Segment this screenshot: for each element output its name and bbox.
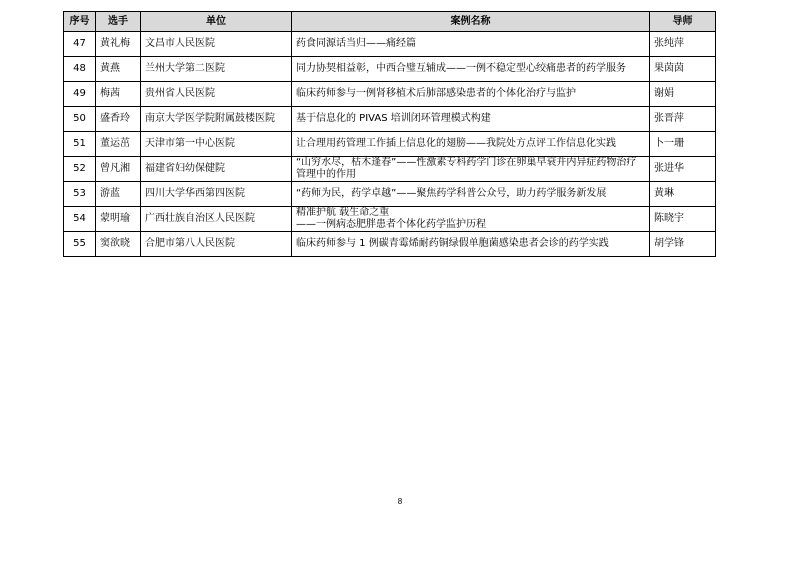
cell-case-name: “药师为民，药学卓越”——聚焦药学科普公众号，助力药学服务新发展 xyxy=(292,182,650,207)
cell-mentor: 卜一珊 xyxy=(650,132,716,157)
header-mentor: 导师 xyxy=(650,12,716,32)
cell-mentor: 张纯萍 xyxy=(650,32,716,57)
cell-case-name: 药食同源话当归——痛经篇 xyxy=(292,32,650,57)
cell-mentor: 黄琳 xyxy=(650,182,716,207)
cell-serial-number: 49 xyxy=(64,82,96,107)
cell-unit: 南京大学医学院附属鼓楼医院 xyxy=(141,107,292,132)
cell-case-name: 临床药师参与 1 例碳青霉烯耐药铜绿假单胞菌感染患者会诊的药学实践 xyxy=(292,232,650,257)
cell-serial-number: 53 xyxy=(64,182,96,207)
cell-mentor: 张进华 xyxy=(650,157,716,182)
cell-unit: 广西壮族自治区人民医院 xyxy=(141,207,292,232)
cell-serial-number: 54 xyxy=(64,207,96,232)
cell-serial-number: 55 xyxy=(64,232,96,257)
cell-player: 黄礼梅 xyxy=(96,32,141,57)
cell-mentor: 谢娟 xyxy=(650,82,716,107)
cell-player: 梅茜 xyxy=(96,82,141,107)
header-case-name: 案例名称 xyxy=(292,12,650,32)
cell-player: 蒙明瑜 xyxy=(96,207,141,232)
table-row xyxy=(64,32,716,57)
page-number: 8 xyxy=(397,497,403,506)
table-row xyxy=(64,57,716,82)
table-row xyxy=(64,207,716,232)
cell-unit: 兰州大学第二医院 xyxy=(141,57,292,82)
cell-case-name: 让合理用药管理工作插上信息化的翅膀——我院处方点评工作信息化实践 xyxy=(292,132,650,157)
cell-case-name: 基于信息化的 PIVAS 培训闭环管理模式构建 xyxy=(292,107,650,132)
cell-mentor: 胡学锋 xyxy=(650,232,716,257)
cell-mentor: 果茵茵 xyxy=(650,57,716,82)
cell-unit: 四川大学华西第四医院 xyxy=(141,182,292,207)
cell-serial-number: 48 xyxy=(64,57,96,82)
cell-player: 盛香玲 xyxy=(96,107,141,132)
cell-player: 董运茁 xyxy=(96,132,141,157)
table-row xyxy=(64,107,716,132)
cell-case-name: 临床药师参与一例肾移植术后肺部感染患者的个体化治疗与监护 xyxy=(292,82,650,107)
cell-unit: 贵州省人民医院 xyxy=(141,82,292,107)
cell-player: 曾凡湘 xyxy=(96,157,141,182)
table-row xyxy=(64,132,716,157)
cell-player: 游蓝 xyxy=(96,182,141,207)
cell-serial-number: 51 xyxy=(64,132,96,157)
case-table xyxy=(63,11,716,257)
cell-unit: 福建省妇幼保健院 xyxy=(141,157,292,182)
cell-serial-number: 52 xyxy=(64,157,96,182)
cell-player: 黄燕 xyxy=(96,57,141,82)
cell-case-name: 精准护航 载生命之重 ——一例病态肥胖患者个体化药学监护历程 xyxy=(292,207,650,232)
cell-unit: 合肥市第八人民医院 xyxy=(141,232,292,257)
cell-mentor: 张晋萍 xyxy=(650,107,716,132)
cell-serial-number: 50 xyxy=(64,107,96,132)
table-row xyxy=(64,232,716,257)
header-unit: 单位 xyxy=(141,12,292,32)
header-serial-number: 序号 xyxy=(64,12,96,32)
table-row xyxy=(64,182,716,207)
cell-unit: 天津市第一中心医院 xyxy=(141,132,292,157)
cell-player: 窦欲晓 xyxy=(96,232,141,257)
cell-mentor: 陈晓宇 xyxy=(650,207,716,232)
cell-case-name: “山穷水尽，枯木逢春”——性激素专科药学门诊在卵巢早衰并内异症药物治疗管理中的作用 xyxy=(292,157,650,182)
header-player: 选手 xyxy=(96,12,141,32)
cell-case-name: 同力协契相益彰，中西合璧互辅成——一例不稳定型心绞痛患者的药学服务 xyxy=(292,57,650,82)
cell-unit: 文昌市人民医院 xyxy=(141,32,292,57)
table-header-row xyxy=(64,12,716,32)
cell-serial-number: 47 xyxy=(64,32,96,57)
table-row xyxy=(64,82,716,107)
table-row xyxy=(64,157,716,182)
